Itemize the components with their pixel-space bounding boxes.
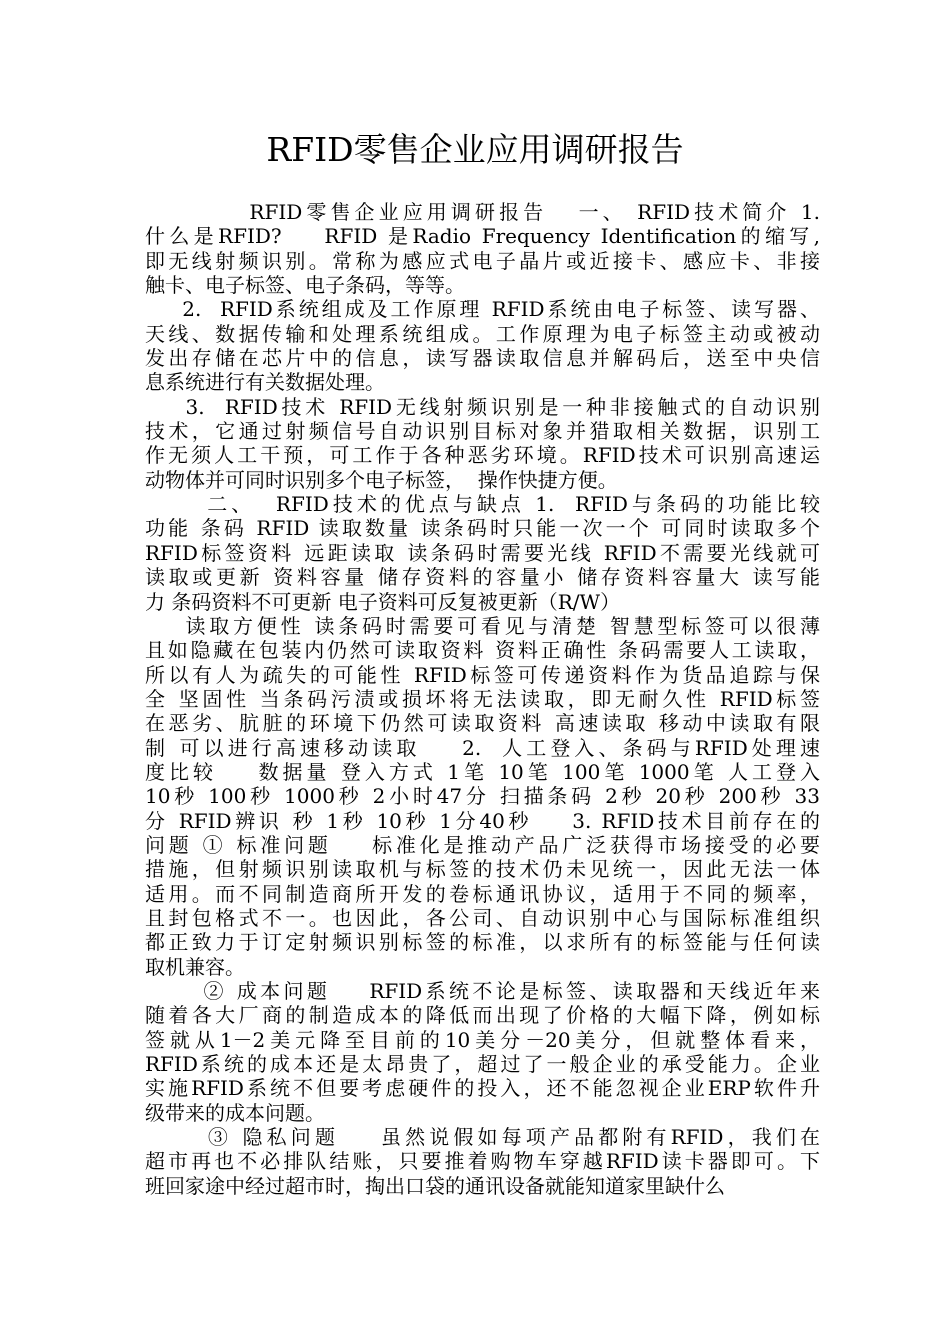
- body-line: 读取或更新 资料容量 储存资料的容量小 储存资料容量大 读写能: [145, 565, 820, 590]
- body-line: 发出存储在芯片中的信息，读写器读取信息并解码后，送至中央信: [145, 346, 820, 371]
- body-line: 读取方便性 读条码时需要可看见与清楚 智慧型标签可以很薄: [145, 613, 820, 638]
- body-line: 取机兼容。: [145, 954, 245, 979]
- body-line: 技术，它通过射频信号自动识别目标对象并猎取相关数据，识别工: [145, 419, 820, 444]
- body-line: 在恶劣、肮脏的环境下仍然可读取资料 高速读取 移动中读取有限: [145, 711, 820, 736]
- body-line: 适用。而不同制造商所开发的卷标通讯协议，适用于不同的频率，: [145, 881, 820, 906]
- body-line: 制 可以进行高速移动读取 2. 人工登入、条码与RFID处理速: [145, 735, 820, 760]
- body-line: 且如隐藏在包装内仍然可读取资料 资料正确性 条码需要人工读取，: [145, 638, 820, 663]
- body-line: 度比较 数据量 登入方式 1笔 10笔 100笔 1000笔 人工登入: [145, 759, 820, 784]
- body-line: 即无线射频识别。常称为感应式电子晶片或近接卡、感应卡、非接: [145, 248, 820, 273]
- body-line: 问题 ① 标准问题 标准化是推动产品广泛获得市场接受的必要: [145, 832, 820, 857]
- body-line: 都正致力于订定射频识别标签的标准，以求所有的标签能与任何读: [145, 930, 820, 955]
- body-line: 什么是RFID? RFID 是Radio Frequency Identification的缩写,: [145, 224, 820, 249]
- body-line: 功能 条码 RFID 读取数量 读条码时只能一次一个 可同时读取多个: [145, 516, 820, 541]
- body-line: 触卡、电子标签、电子条码，等等。: [145, 273, 465, 298]
- body-line: 作无须人工干预，可工作于各种恶劣环境。RFID技术可识别高速运: [145, 443, 820, 468]
- body-line: 动物体并可同时识别多个电子标签， 操作快捷方便。: [145, 467, 618, 492]
- body-line: 二、 RFID技术的优点与缺点 1. RFID与条码的功能比较: [145, 492, 820, 517]
- body-line: 措施，但射频识别读取机与标签的技术仍未见统一，因此无法一体: [145, 857, 820, 882]
- body-line: 班回家途中经过超市时，掏出口袋的通讯设备就能知道家里缺什么: [145, 1173, 725, 1198]
- body-line: 所以有人为疏失的可能性 RFID标签可传递资料作为货品追踪与保: [145, 662, 820, 687]
- body-line: 息系统进行有关数据处理。: [145, 370, 385, 395]
- body-line: 2. RFID系统组成及工作原理 RFID系统由电子标签、读写器、: [145, 297, 820, 322]
- body-line: 超市再也不必排队结账，只要推着购物车穿越RFID读卡器即可。下: [145, 1149, 820, 1174]
- document-title: RFID零售企业应用调研报告: [266, 130, 684, 169]
- body-line: ③ 隐私问题 虽然说假如每项产品都附有RFID，我们在: [145, 1125, 820, 1150]
- body-line: ② 成本问题 RFID系统不论是标签、读取器和天线近年来: [145, 979, 820, 1003]
- body-line: 级带来的成本问题。: [145, 1100, 325, 1125]
- body-line: 3. RFID技术 RFID无线射频识别是一种非接触式的自动识别: [145, 394, 820, 419]
- body-line: 10秒 100秒 1000秒 2小时47分 扫描条码 2秒 20秒 200秒 33: [145, 784, 820, 809]
- body-line: 随着各大厂商的制造成本的降低而出现了价格的大幅下降，例如标: [145, 1003, 820, 1028]
- body-line: 签就从1－2美元降至目前的10美分－20美分，但就整体看来，: [145, 1027, 820, 1052]
- body-line: 天线、数据传输和处理系统组成。工作原理为电子标签主动或被动: [145, 321, 820, 346]
- body-line: RFID标签资料 远距读取 读条码时需要光线 RFID不需要光线就可: [145, 540, 820, 565]
- body-line: 全 坚固性 当条码污渍或损坏将无法读取，即无耐久性 RFID标签: [145, 686, 820, 711]
- body-line: 分 RFID辨识 秒 1秒 10秒 1分40秒 3. RFID技术目前存在的: [145, 808, 820, 833]
- body-line: RFID系统的成本还是太昂贵了，超过了一般企业的承受能力。企业: [145, 1052, 820, 1077]
- body-line: RFID零售企业应用调研报告 一、 RFID技术简介 1.: [145, 200, 820, 224]
- body-line: 且封包格式不一。也因此，各公司、自动识别中心与国际标准组织: [145, 905, 820, 930]
- document-body: [145, 200, 820, 1198]
- body-line: 力 条码资料不可更新 电子资料可反复被更新（R/W）: [145, 589, 621, 614]
- body-line: 实施RFID系统不但要考虑硬件的投入，还不能忽视企业ERP软件升: [145, 1076, 820, 1101]
